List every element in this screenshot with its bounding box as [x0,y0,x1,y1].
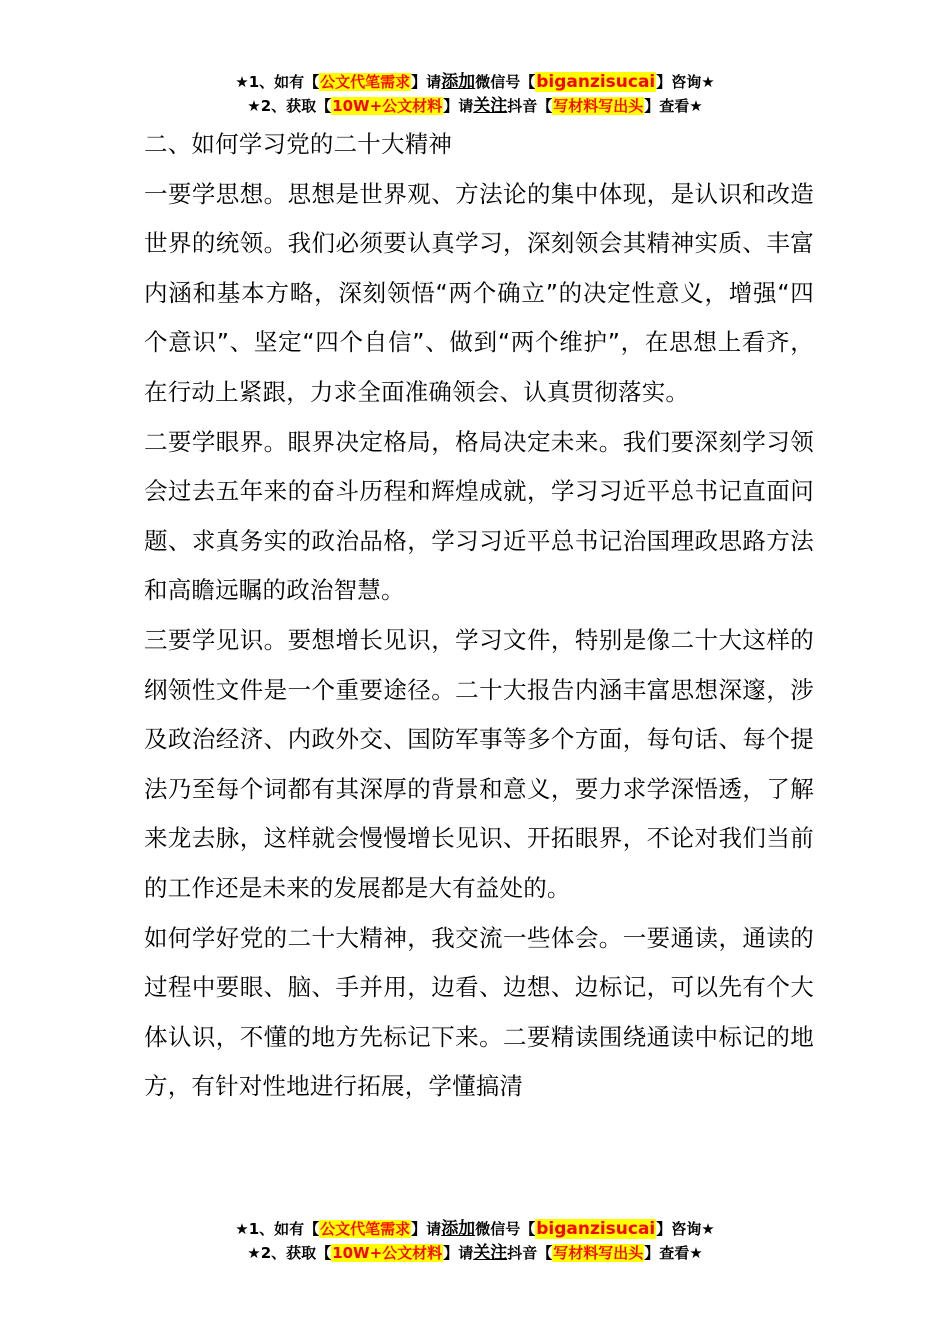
promo-text: 】查看★ [644,97,703,115]
section-heading: 二、如何学习党的二十大精神 [144,130,453,158]
promo-highlight: 10W+公文材料 [332,97,443,115]
document-body [144,120,814,1112]
promo-highlight: 10W+公文材料 [332,1244,443,1262]
promo-text: 】请 [443,97,474,115]
promo-text: ★1、如有【 [235,73,320,91]
promo-text: 】查看★ [644,1244,703,1262]
promo-text: 抖音【 [507,1244,553,1262]
promo-text: ★2、获取【 [247,97,332,115]
wechat-id-highlight: biganzisucai [536,1219,656,1239]
paragraph-study-method: 如何学好党的二十大精神，我交流一些体会。一要通读，通读的过程中要眼、脑、手并用，边看、边想、边标记，可以先有个大体认识，不懂的地方先标记下来。二要精读围绕通读中标记的地方，有针对性地进行拓展，学懂搞清 [144,923,814,1101]
promo-underline: 关注 [473,96,508,116]
promo-underline: 添加 [441,1219,476,1239]
promo-text: 微信号【 [475,1220,536,1238]
promo-text: 】请 [411,1220,442,1238]
promo-line-2 [0,94,950,118]
douyin-highlight: 写材料写出头 [553,97,644,115]
promo-text: ★2、获取【 [247,1244,332,1262]
promo-text: 】请 [411,73,442,91]
promo-highlight: 公文代笔需求 [320,73,411,91]
promo-text: 】咨询★ [656,1220,715,1238]
promo-underline: 关注 [473,1243,508,1263]
paragraph-study-thought: 一要学思想。思想是世界观、方法论的集中体现，是认识和改造世界的统领。我们必须要认真学习，深刻领会其精神实质、丰富内涵和基本方略，深刻领悟“两个确立”的决定性意义，增强“四个意识”、坚定“四个自信”、做到“两个维护”，在思想上看齐，在行动上紧跟，力求全面准确领会、认真贯彻落实。 [144,179,814,406]
footer-promo-banner [0,1217,950,1265]
wechat-id-highlight: biganzisucai [536,72,656,92]
promo-text: 】请 [443,1244,474,1262]
promo-text: 微信号【 [475,73,536,91]
promo-line-2 [0,1241,950,1265]
promo-line-1 [0,70,950,94]
promo-text: 抖音【 [507,97,553,115]
promo-underline: 添加 [441,72,476,92]
header-promo-banner [0,70,950,118]
douyin-highlight: 写材料写出头 [553,1244,644,1262]
promo-text: ★1、如有【 [235,1220,320,1238]
promo-highlight: 公文代笔需求 [320,1220,411,1238]
paragraph-study-knowledge: 三要学见识。要想增长见识，学习文件，特别是像二十大这样的纲领性文件是一个重要途径。二十大报告内涵丰富思想深邃，涉及政治经济、内政外交、国防军事等多个方面，每句话、每个提法乃至每个词都有其深厚的背景和意义，要力求学深悟透，了解来龙去脉，这样就会慢慢增长见识、开拓眼界，不论对我们当前的工作还是未来的发展都是大有益处的。 [144,625,814,902]
paragraph-study-vision: 二要学眼界。眼界决定格局，格局决定未来。我们要深刻学习领会过去五年来的奋斗历程和辉煌成就，学习习近平总书记直面问题、求真务实的政治品格，学习习近平总书记治国理政思路方法和高瞻远瞩的政治智慧。 [144,427,814,605]
promo-line-1 [0,1217,950,1241]
promo-text: 】咨询★ [656,73,715,91]
